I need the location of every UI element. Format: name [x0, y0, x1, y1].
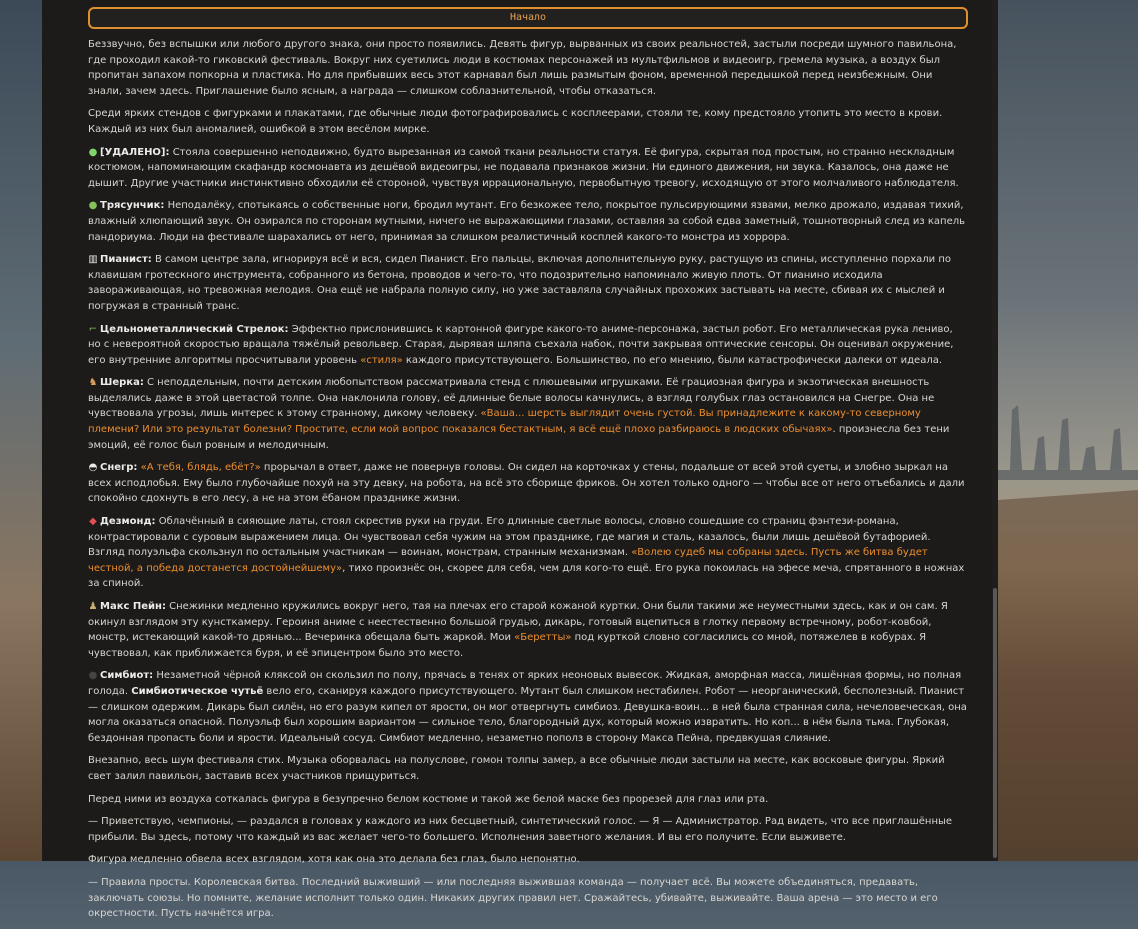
character-name: Макс Пейн: [100, 601, 166, 612]
character-quote: «Беретты» [514, 632, 572, 644]
scroll-thumb[interactable] [993, 588, 997, 858]
story-paragraph: Фигура медленно обвела всех взглядом, хотя как она это делала без глаз, было непонятно. [88, 854, 580, 866]
character-text: каждого присутствующего. Большинство, по его мнению, были катастрофически далеки от идеала. [402, 354, 943, 366]
story-paragraph: Перед ними из воздуха соткалась фигура в безупречно белом костюме и такой же белой маске без прорезей для глаз или рта. [88, 793, 769, 805]
character-name: [УДАЛЕНО]: [100, 146, 170, 158]
character-entry [88, 514, 968, 592]
character-text: под курткой словно согласились со мной, потяжелев в кобурах. Я чувствовал, как приближается буря, и её эпицентром было это место. [88, 632, 927, 659]
character-quote: «Волею судеб мы собраны здесь. Пусть же битва будет честной, а победа достанется достойнейшему» [88, 547, 928, 574]
cat-icon: ♞ [88, 377, 98, 389]
character-entry [88, 252, 968, 314]
ability-name: Симбиотическое чутьё [131, 685, 264, 697]
scrollbar[interactable] [992, 0, 998, 861]
character-text: В самом центре зала, игнорируя всё и вся, сидел Пианист. Его пальцы, включая дополнительную руку, растущую из спины, исступленно порхали по клавишам гротескного инструмента, собранного из бетона, проводов и чего-то, что подозрительно напоминало живую плоть. От пианино исходила завораживающая, но тревожная мелодия. Она ещё не набрала полную силу, но уже заставляла случайных прохожих застывать на месте, сбивая их с мыслей и погружая в странный транс. [88, 254, 952, 312]
character-text: Эффектно прислонившись к картонной фигуре какого-то аниме-персонажа, застыл робот. Его металлическая рука лениво, но с невероятной скоростью вращала тяжёлый револьвер. Старая, дырявая шляпа съехала набок, почти закрывая оптические сенсоры. Он оценивал окружение, его внутренние алгоритмы просчитывали уровень [88, 323, 954, 366]
story-paragraph: Внезапно, весь шум фестиваля стих. Музыка оборвалась на полуслове, гомон толпы замер, а все обычные люди застыли на месте, как восковые фигуры. Яркий свет залил павильон, заставив всех участников прищуриться. [88, 755, 945, 782]
piano-icon: ▥ [88, 254, 98, 266]
ruined-city-silhouette [998, 0, 1138, 861]
character-text: Снежинки медленно кружились вокруг него, тая на плечах его старой кожаной куртки. Они были такими же неуместными здесь, как и он сам. Я окинул взглядом эту кунсткамеру. Героиня аниме с неестественно большой грудью, дикарь, готовый вцепиться в глотку первому встречному, робот-ковбой, монстр, истекающий какой-то дрянью... Вечеринка обещала быть жаркой. Мои [88, 601, 948, 644]
story-paragraph: — Приветствую, чемпионы, — раздался в головах у каждого из них бесцветный, синтетический голос. — Я — Администратор. Рад видеть, что все приглашённые прибыли. Вы здесь, потому что каждый из вас желает чего-то большего. Исполнения заветного желания. И вы его получите. Если выживете. [88, 816, 953, 843]
background-left [0, 0, 42, 861]
character-text: С неподдельным, почти детским любопытством рассматривала стенд с плюшевыми игрушками. Её грациозная фигура и экзотическая внешность выделялись даже в этой цветастой толпе. Она наклонила голову, её длинные белые волосы качнулись, а взгляд голубых глаз остановился на Снегре. Она не чувствовала угрозы, лишь интерес к этому странному, дикому человеку. [88, 377, 935, 420]
background-right [998, 0, 1138, 861]
character-text: . произнесла без тени эмоций, её голос был ровным и мелодичным. [88, 424, 950, 451]
character-text: прорычал в ответ, даже не повернув головы. Он сидел на корточках у стены, подальше от всей этой суеты, и злобно зыркал на всех исподлобья. Ему было глубочайше похуй на эту девку, на робота, на всё это сборище фриков. Он хотел только одного — чтобы все от него отъебались и дали спокойно сдохнуть в его лесу, а не на этом ёбаном празднике жизни. [88, 462, 965, 505]
snow-icon: ◓ [88, 462, 98, 474]
character-quote: «А тебя, блядь, ебёт?» [140, 462, 261, 474]
revolver-icon: ⌐ [88, 323, 98, 335]
story-paragraph: Среди ярких стендов с фигурками и плакатами, где обычные люди фотографировались с косплеерами, стояли те, кому предстояло утопить это место в крови. Каждый из них был аномалией, ошибкой в этом весёлом мирке. [88, 108, 943, 135]
character-entry [88, 599, 968, 661]
character-entry [88, 198, 968, 245]
character-entry [88, 460, 968, 507]
alien-icon: ● [88, 146, 98, 158]
character-text: , тихо произнёс он, скорее для себя, чем для кого-то ещё. Его рука покоилась на эфесе меча, спрятанного в ножнах за спиной. [88, 562, 965, 590]
character-entry [88, 322, 968, 369]
character-name: Симбиот: [100, 670, 154, 682]
story-panel[interactable] [42, 0, 998, 920]
detective-icon: ♟ [88, 601, 98, 612]
character-quote: «стиля» [360, 354, 403, 366]
story-paragraph: Беззвучно, без вспышки или любого другого знака, они просто появились. Девять фигур, вырванных из своих реальностей, застыли посреди шумного павильона, где проходил какой-то гиковский фестиваль. Вокруг них суетились люди в костюмах персонажей из мультфильмов и видеоигр, гремела музыка, а воздух был пропитан запахом попкорна и пластика. Но для прибывших весь этот карнавал был лишь размытым фоном, временной передышкой перед неизбежным. Они знали, зачем здесь. Приглашение было ясным, а награда — слишком соблазнительной, чтобы отказаться. [88, 39, 957, 97]
character-name: Дезмонд: [100, 516, 156, 528]
character-entry [88, 145, 968, 192]
character-text: Незаметной чёрной кляксой он скользил по полу, прячась в тенях от ярких неоновых вывесок. Жидкая, аморфная масса, лишённая формы, но полная голода. [88, 670, 962, 697]
character-text: Облачённый в сияющие латы, стоял скрестив руки на груди. Его длинные светлые волосы, словно сошедшие со страниц фэнтези-романа, контрастировали с суровым выражением лица. Он чувствовал себя чужим на этом празднике, где магия и сталь, казалось, были лишь дешёвой бутафорией. Взгляд полуэльфа скользнул по остальным участникам — воинам, монстрам, странным механизмам. [88, 516, 931, 559]
character-text: Неподалёку, спотыкаясь о собственные ноги, бродил мутант. Его безкожее тело, покрытое пульсирующими язвами, мелко дрожало, издавая тихий, влажный хлюпающий звук. Он озирался по сторонам мутными, ничего не выражающими глазами, оставляя за собой едва заметный, тошнотворный след из капель пандориума. Люди на фестивале шарахались от него, принимая за слишком реалистичный косплей какого-то монстра из хоррора. [88, 200, 966, 243]
story-text [88, 37, 968, 929]
character-name: Цельнометаллический Стрелок: [100, 323, 289, 335]
zombie-icon: ● [88, 200, 98, 212]
character-text: вело его, сканируя каждого присутствующего. Мутант был слишком нестабилен. Робот — неорганический, бесполезный. Пианист — слишком одержим. Дикарь был силён, но его разум кипел от ярости, он мог отвергнуть симбиоз. Девушка-воин... в ней была странная сила, нечеловеческая, она могла оказаться опасной. Полуэльф был хорошим вариантом — сильное тело, благородный дух, который можно извратить. Но коп... в нём была тьма. Глубокая, бездонная пропасть боли и ярости. Идеальный сосуд. Симбиот медленно, незаметно пополз в сторону Макса Пейна, предвкушая слияние. [88, 685, 967, 744]
character-text: Стояла совершенно неподвижно, будто вырезанная из самой ткани реальности статуя. Её фигура, скрытая под простым, но странно нескладным костюмом, напоминающим скафандр космонавта из дешёвой видеоигры, не подавала признаков жизни. Ни единого движения, ни звука. Казалось, она даже не дышит. Другие участники инстинктивно обходили её стороной, чувствуя иррациональную, первобытную тревогу, исходящую от этого молчаливого наблюдателя. [88, 146, 959, 189]
start-button[interactable]: Начало [88, 7, 968, 29]
character-name: Снегр: [100, 462, 138, 474]
character-name: Шерка: [100, 377, 144, 389]
character-name: Трясунчик: [100, 200, 165, 212]
character-quote: «Ваша... шерсть выглядит очень густой. Вы принадлежите к какому-то северному племени? Или это результат болезни? Простите, если мой вопрос показался бестактным, я всё ещё плохо разбираюсь в людских обычаях» [88, 408, 921, 436]
character-name: Пианист: [100, 254, 152, 266]
blob-icon: ● [88, 670, 98, 682]
character-entry [88, 668, 968, 746]
character-entry [88, 375, 968, 453]
story-paragraph: — Правила просты. Королевская битва. Последний выживший — или последняя выжившая команда — получает всё. Вы можете объединяться, предавать, заключать союзы. Но помните, желание исполнит только один. Никаких других правил нет. Сражайтесь, убивайте, выживайте. Ваша арена — это место и его окрестности. Пусть начнётся игра. [88, 876, 938, 920]
shield-icon: ◆ [89, 516, 97, 528]
